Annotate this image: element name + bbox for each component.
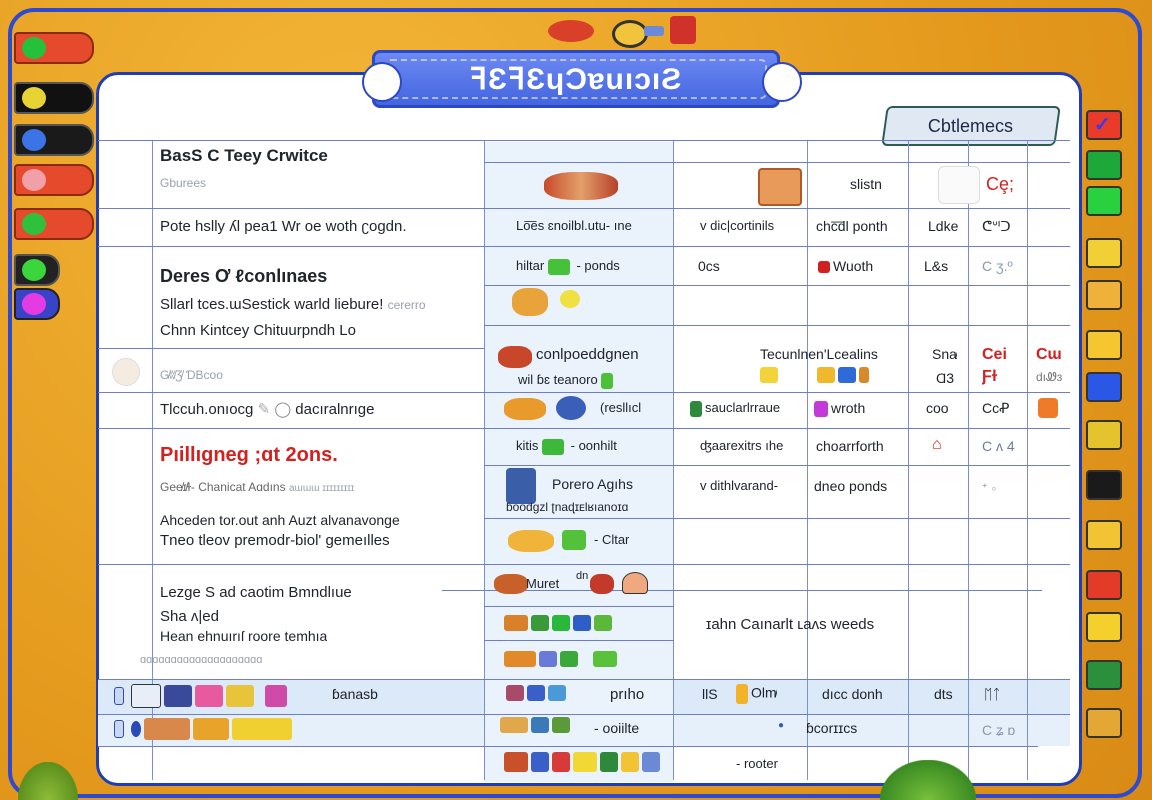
row5-col3	[814, 400, 865, 417]
row6-title: Pıillıgneg ;ɑt 2ons.	[160, 444, 338, 466]
side-tab-black[interactable]	[14, 82, 94, 114]
bottle-icon	[548, 685, 566, 701]
right-tab-yellow-2[interactable]	[1086, 420, 1122, 450]
row4-col1b-text: wil ɓɛ teanoro	[518, 372, 598, 387]
row6-subtitle-text: Gee̸ɪ̸ɫ- Chanicat Aɑdıns	[160, 480, 286, 494]
row7-line2: Sha ʌ|ed	[160, 608, 219, 625]
row6-col3: choarrforth	[816, 438, 884, 454]
row3-col3	[818, 258, 873, 274]
egg-icon	[112, 358, 140, 386]
row-divider	[98, 428, 1070, 429]
row6-col1-text: kitis	[516, 438, 539, 453]
yellow-gem-icon	[22, 87, 46, 109]
side-tab-green-2[interactable]	[14, 208, 94, 240]
cheese-icon	[760, 367, 778, 383]
number-8-icon	[736, 684, 748, 704]
leaf-icon	[552, 615, 570, 631]
row1-title: BasS C Teey Crwitce	[160, 146, 328, 165]
row5-col4: coo	[926, 400, 949, 416]
col-divider	[673, 140, 674, 780]
row8-col3: dıcc donh	[822, 686, 883, 702]
row6-col5-row2: ᐩ ◦	[982, 480, 997, 496]
gift-icon	[621, 752, 639, 772]
row6-col2: ʤaarexitrs ıhe	[700, 438, 784, 453]
sprout-icon	[594, 615, 612, 631]
row8-col1-icons	[506, 684, 569, 701]
row8-icons	[114, 684, 290, 708]
right-tab-amber[interactable]	[1086, 708, 1122, 738]
row9-icons	[114, 718, 295, 740]
plant-icon	[18, 762, 78, 800]
row8-label: ɓanasb	[332, 686, 378, 702]
row5-col1: (resllıcl	[600, 400, 642, 415]
bottle-icon	[560, 651, 578, 667]
box-icon	[539, 651, 557, 667]
tag-icon	[114, 720, 124, 738]
cheese-icon	[232, 718, 292, 740]
row3-col2: 0cs	[698, 258, 720, 274]
row6-col1	[516, 438, 617, 455]
pastry-icon	[193, 718, 229, 740]
row9-dot: ●	[778, 720, 785, 731]
fish-image-thumbnail[interactable]	[512, 288, 548, 316]
check-icon: ✓	[1094, 114, 1111, 136]
row8-col5: ᛖᛏ	[984, 686, 1001, 702]
row5-text	[160, 400, 375, 418]
green-gem-icon	[22, 213, 46, 235]
row7-col1b: dn	[576, 570, 589, 582]
row-divider	[98, 746, 1038, 747]
ornament-left-lens	[548, 20, 594, 42]
row5-col2	[690, 400, 780, 417]
side-tab-lime[interactable]	[14, 254, 60, 286]
blank-card[interactable]	[938, 166, 980, 204]
right-tab-check[interactable]	[1086, 110, 1122, 140]
figure-icon	[552, 717, 570, 733]
purple-tag-icon	[814, 401, 828, 417]
green-tag-icon	[690, 401, 702, 417]
pencil-icon: ✎	[257, 401, 271, 418]
row8-col2b	[736, 684, 777, 704]
jar-icon	[531, 717, 549, 733]
right-tab-gold-2[interactable]	[1086, 520, 1122, 550]
ornament-right-block	[670, 16, 696, 44]
bowl-icon	[622, 572, 648, 594]
row-divider	[484, 518, 1070, 519]
right-tab-black[interactable]	[1086, 470, 1122, 500]
row6-mark: ⌂	[932, 436, 942, 453]
header-ornament	[548, 14, 698, 50]
right-tab-gold[interactable]	[1086, 330, 1122, 360]
col-divider	[968, 140, 969, 780]
pastry-image-thumbnail[interactable]	[508, 530, 554, 552]
row6-col1-label: - oonhilt	[570, 438, 617, 453]
row2-col4: Ldke	[928, 218, 959, 234]
row-divider	[98, 392, 1070, 393]
row8-col1: prıho	[610, 686, 645, 703]
flag-icon	[548, 259, 570, 275]
row6-col1-row2b: ɓoodɡzl ʈnaɖɪᴇlʁıanoɪɑ	[506, 500, 629, 514]
food-image-thumbnail[interactable]	[544, 172, 618, 200]
row2-col2: v dic|cortinils	[700, 218, 775, 233]
bowl-image-thumbnail[interactable]	[556, 396, 586, 420]
crab-icon	[504, 752, 528, 772]
row6-col1-row3: - Cltar	[594, 532, 630, 547]
row8-col4: dts	[934, 686, 953, 702]
right-tab-blue[interactable]	[1086, 372, 1122, 402]
dot-icon	[131, 721, 141, 737]
row6-line2: Tneo tleov premodr-biol' gemeılles	[160, 532, 390, 549]
magenta-gem-icon	[22, 293, 46, 315]
can-icon	[600, 752, 618, 772]
side-tab-blue[interactable]	[14, 124, 94, 156]
row9-col1: - ooiilte	[594, 720, 640, 736]
bread-image-thumbnail[interactable]	[504, 398, 546, 420]
row9-col3: ɓcorɪɪcs	[806, 720, 858, 736]
box-icon	[552, 752, 570, 772]
row4-col4b: Ɑ3	[936, 370, 955, 386]
row1-status: slistn	[850, 176, 882, 192]
row2-col5: ᕦᐡᑊᑐ	[982, 218, 1011, 234]
row3-col1	[516, 258, 620, 275]
book-image-thumbnail[interactable]	[506, 468, 536, 504]
red-tag-icon	[818, 261, 830, 273]
row4-col4: Sna̸	[932, 346, 957, 362]
cheese-icon	[573, 752, 597, 772]
row4-icons	[760, 366, 872, 383]
row-divider	[98, 679, 1070, 680]
banner-right-pin	[762, 62, 802, 102]
row6-col3-row2: dneo ponds	[814, 478, 888, 494]
col-divider	[484, 140, 485, 780]
row3-line1-text: Sllarl tces.ɯSestick warld liebure!	[160, 296, 384, 313]
app-title: ꟻƐꟻƐɥƆɐuıɔıƧ	[469, 62, 683, 96]
row4-col6: Cɯ	[1036, 346, 1062, 363]
card-icon	[131, 684, 161, 708]
side-tab-magenta[interactable]	[14, 288, 60, 320]
row7-line3: Hean ehnuırıſ roore temhıa	[160, 628, 328, 644]
row6-col2-row2: v dith​lvarand-	[700, 478, 779, 493]
row-divider	[98, 714, 1070, 715]
row4-col2: Tecunlnen'Lcealins	[760, 346, 878, 362]
row-divider	[98, 246, 1070, 247]
row-divider	[484, 640, 674, 641]
crab-image-icon	[144, 718, 190, 740]
row-divider	[484, 162, 1070, 163]
right-tab-green[interactable]	[1086, 150, 1122, 180]
row6-col1-row2: Porero Agıhs	[552, 476, 633, 492]
jar-icon	[531, 752, 549, 772]
blue-gem-icon	[22, 129, 46, 151]
row6-subtitle-faded: aɯɯɯ ɪɪɪɪɪɪɪɪɪ	[288, 483, 355, 494]
banner-left-pin	[362, 62, 402, 102]
number-badge-icon	[573, 615, 591, 631]
lettuce-icon	[880, 760, 976, 800]
row-divider	[484, 465, 1070, 466]
right-tab-red[interactable]	[1086, 570, 1122, 600]
title-banner	[372, 50, 780, 108]
row9-col1-icons	[500, 716, 573, 733]
right-tab-orange[interactable]	[1086, 280, 1122, 310]
row4-faded: G̸ʬ̸Ʒ̸ ƊBcoo	[160, 368, 223, 382]
row4-col5: Cei	[982, 346, 1007, 363]
bag-icon	[642, 752, 660, 772]
row9-col5: C ʑ ɒ	[982, 722, 1016, 738]
bread-icon	[504, 615, 528, 631]
row5-text-a: Tlccuh.onıocg	[160, 401, 254, 418]
row4-col1: conlpoeddgnen	[536, 346, 639, 363]
row3-col1-label: - ponds	[576, 258, 620, 273]
lime-gem-icon	[22, 259, 46, 281]
dragon-icon	[542, 439, 564, 455]
row-divider	[98, 140, 1070, 141]
right-tab-yellow[interactable]	[1086, 238, 1122, 268]
pretzel-icon	[504, 651, 536, 667]
broccoli-icon	[593, 651, 617, 667]
tag-icon	[114, 687, 124, 705]
herb-icon	[531, 615, 549, 631]
row4-col1b	[518, 372, 616, 389]
row6-col5: C ᴧ 4	[982, 438, 1015, 454]
green-gem-icon	[22, 37, 46, 59]
col-divider	[908, 140, 909, 780]
row-divider	[484, 606, 674, 607]
jar-icon	[265, 685, 287, 707]
row5-text-b: dacıralnrıge	[295, 401, 375, 418]
side-tab-pink[interactable]	[14, 164, 94, 196]
jar-icon	[527, 685, 545, 701]
row3-col4: L&s	[924, 258, 949, 274]
ornament-bar	[644, 26, 664, 36]
right-tab-green-2[interactable]	[1086, 660, 1122, 690]
crab-icon	[590, 574, 614, 594]
pattern-icon	[164, 685, 192, 707]
lemon-icon	[560, 290, 580, 308]
bottle-icon	[859, 367, 869, 383]
orange-block-icon	[1038, 398, 1058, 418]
row5-col5: CcꝒ	[982, 400, 1010, 416]
row10-icons	[504, 752, 663, 772]
crate-icon	[226, 685, 254, 707]
right-tab-yellow-3[interactable]	[1086, 612, 1122, 642]
row8-col2b-text: Olm̸	[751, 684, 777, 701]
row3-title: Deres Ơ ℓconlınaes	[160, 266, 328, 286]
row2-text: Pote hslly ʎl pea1 Wr oe woth ʗogdn.	[160, 218, 407, 235]
wedge-icon	[500, 717, 528, 733]
col-divider	[807, 140, 808, 780]
side-tab-green[interactable]	[14, 32, 94, 64]
row3-col1-text: hiltar	[516, 258, 545, 273]
row3-line2: Chnn Kintcey Chituurpndh Lo	[160, 322, 356, 339]
right-tab-lime[interactable]	[1086, 186, 1122, 216]
col-divider	[1027, 140, 1028, 780]
row6-line1: Ahceden tor.out anh Auzt alvanavonge	[160, 512, 400, 528]
row2-col3: chc͞dl ponth	[816, 218, 888, 234]
collections-tab-label: Cbtlemecs	[928, 115, 1014, 136]
row8-col2: llS	[702, 686, 718, 702]
circle-icon: ◯	[274, 401, 292, 418]
pink-gem-icon	[22, 169, 46, 191]
ribbon-icon	[195, 685, 223, 707]
row1-subtitle: Gburees	[160, 176, 207, 190]
basket-image-thumbnail[interactable]	[758, 168, 802, 206]
green-flag-icon	[562, 530, 586, 550]
croissant-image-thumbnail[interactable]	[494, 574, 528, 594]
row2-col1: Lo͞es ɛnoilbl.utu- ıne	[516, 218, 632, 233]
row5-col2-text: sauclarlrraue	[705, 400, 781, 415]
meat-image-thumbnail[interactable]	[498, 346, 532, 368]
bowl-icon	[838, 367, 856, 383]
row7-faded: ɑɑɑɑɑɑɑɑɑɑɑɑɑɑɑɑɑɑɑɑ	[140, 654, 263, 666]
row4-col5b: Ƒɫ	[982, 368, 998, 385]
row-divider	[98, 564, 1070, 565]
row6-subtitle	[160, 480, 354, 494]
row4-col6b: dıᏪɜ	[1036, 370, 1063, 384]
cake-icon	[506, 685, 524, 701]
row-divider	[98, 208, 1070, 209]
row3-col3-text: Wuoth	[833, 258, 874, 274]
row3-col5: C ʒ͜.º	[982, 258, 1013, 274]
cracker-icon	[817, 367, 835, 383]
ornament-center-lens	[612, 20, 648, 48]
row-divider	[484, 325, 1070, 326]
row3-line1	[160, 296, 426, 313]
row-divider	[98, 348, 484, 349]
row7-line1: Lezge S ad caotim Bmndlıue	[160, 584, 352, 601]
row7-col1: Muret	[526, 576, 560, 591]
row7-icons-3	[504, 650, 620, 667]
row-divider	[484, 285, 1070, 286]
row5-col3-text: wroth	[831, 400, 866, 416]
row10-col1: - rooter	[736, 756, 778, 771]
row7-col2: ɪahn Caınarlt ʟaʌs weeds	[706, 616, 875, 633]
green-tag-icon	[601, 373, 613, 389]
row3-line1-faded: cererro	[387, 298, 426, 312]
row7-icons-2	[504, 614, 615, 631]
row1-mark: Cȩ;	[986, 174, 1015, 194]
